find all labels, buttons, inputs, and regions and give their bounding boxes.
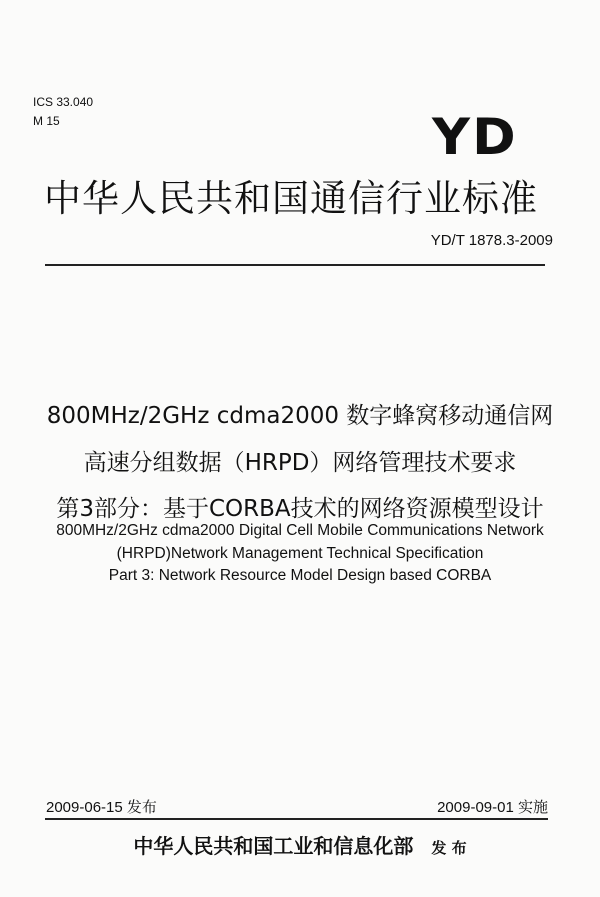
- title-en-line-2: (HRPD)Network Management Technical Specification: [116, 545, 484, 562]
- footer-divider: [45, 818, 548, 820]
- implementation-date: 2009-09-01 实施: [437, 799, 548, 816]
- header-divider: [45, 264, 545, 266]
- title-en-line-1: 800MHz/2GHz cdma2000 Digital Cell Mobile Communications Network: [56, 522, 544, 539]
- title-en-line-3: Part 3: Network Resource Model Design based CORBA: [108, 567, 492, 584]
- standard-code: YD/T 1878.3-2009: [430, 232, 553, 249]
- title-cn-line-1: 800MHz/2GHz cdma2000 数字蜂窝移动通信网: [46, 403, 554, 429]
- ics-number: ICS 33.040: [33, 95, 94, 109]
- standard-type-title: 中华人民共和国通信行业标准: [44, 177, 538, 220]
- title-cn-line-3: 第3部分：基于CORBA技术的网络资源模型设计: [56, 496, 544, 522]
- yd-logo: YD: [431, 108, 518, 166]
- publisher-suffix: 发 布: [431, 839, 467, 857]
- publisher-name: 中华人民共和国工业和信息化部: [133, 834, 414, 858]
- publisher: [0, 830, 600, 859]
- title-cn-line-2: 高速分组数据（HRPD）网络管理技术要求: [83, 450, 517, 476]
- issue-date: 2009-06-15 发布: [46, 799, 157, 816]
- ccs-number: M 15: [33, 114, 60, 128]
